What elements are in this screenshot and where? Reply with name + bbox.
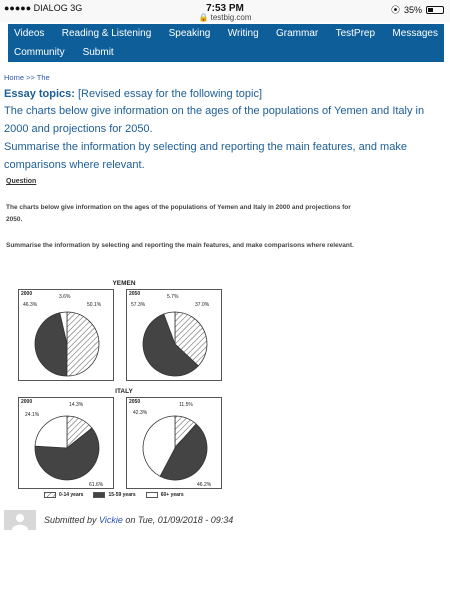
essay-paragraph-1: The charts below give information on the ages of the populations of Yemen and Italy in 2000 and projections for 2050. [4,105,425,135]
essay-prefix: [Revised essay for the following topic] [74,88,263,100]
legend-label-adult: 15-59 years [108,492,136,498]
pie-svg [127,290,223,382]
pie-svg [19,398,115,490]
nav-submit[interactable]: Submit [82,47,114,58]
legend-label-old: 60+ years [160,492,184,498]
nav-messages[interactable]: Messages [392,28,438,39]
nav-speaking[interactable]: Speaking [168,28,211,39]
pie-slice-0-14 [67,312,99,376]
status-bar [0,0,450,22]
battery-icon [426,6,444,14]
nav-community[interactable]: Community [14,47,65,58]
pie-slice-60-plus [35,416,67,448]
pct-old: 5.7% [167,294,179,300]
pct-old: 24.1% [25,412,40,418]
chart-year: 2050 [129,399,141,405]
pct-adult: 46.3% [23,302,38,308]
nav-row-2 [8,43,444,62]
submitted-suffix: on Tue, 01/09/2018 - 09:34 [122,515,234,525]
essay-heading [4,86,444,102]
nav-grammar[interactable]: Grammar [276,28,319,39]
chart-yemen-2050 [126,289,222,381]
question-text-1: The charts below give information on the ages of the populations of Yemen and Italy in 2000 and projections for 2050. [6,204,351,223]
chart-italy-2000 [18,397,114,489]
question-image [4,176,364,502]
pie-svg [19,290,115,382]
nav-reading-listening[interactable]: Reading & Listening [61,28,152,39]
chart-legend [44,492,184,498]
submitted-prefix: Submitted by [44,515,100,525]
nav-testprep[interactable]: TestPrep [335,28,376,39]
submission-row [4,510,233,530]
legend-swatch-hatch [44,492,56,498]
pct-young: 14.3% [69,402,84,408]
chart-italy-2050 [126,397,222,489]
pct-young: 11.5% [179,402,193,408]
chart-yemen-2000 [18,289,114,381]
legend-swatch-white [146,492,158,498]
chart-year: 2000 [21,399,33,405]
carrier-label: ●●●●● DIALOG 3G [4,3,83,13]
breadcrumb[interactable]: Home >> The [4,73,50,82]
essay-body [4,102,444,174]
submitter-link[interactable]: Vickie [99,515,123,525]
pct-old: 42.3% [133,410,148,416]
clock: 7:53 PM [206,3,244,14]
pct-young: 50.1% [87,302,102,308]
pct-adult: 61.6% [89,482,104,488]
essay-paragraph-2: Summarise the information by selecting and reporting the main features, and make comparisons where relevant. [4,141,407,171]
chart-year: 2000 [21,291,33,297]
submission-meta [44,515,233,525]
essay-topics-label: Essay topics: [4,88,75,100]
question-title: Question [6,178,37,185]
chart-year: 2050 [129,291,141,297]
nav-row-1 [8,24,444,43]
legend-item-young [44,492,83,498]
pct-young: 37.0% [195,302,210,308]
user-avatar-icon [10,512,30,530]
pct-old: 3.6% [59,294,71,300]
italy-title: ITALY [115,388,133,395]
yemen-title: YEMEN [112,280,136,287]
legend-swatch-dark [93,492,105,498]
location-icon: ⦿ [390,5,400,15]
nav-videos[interactable]: Videos [14,28,45,39]
legend-item-adult [93,492,135,498]
status-right [391,3,444,16]
pct-adult: 46.2% [197,482,212,488]
legend-label-young: 0-14 years [59,492,84,498]
nav-writing[interactable]: Writing [227,28,259,39]
avatar[interactable] [4,510,36,530]
question-text-2: Summarise the information by selecting and reporting the main features, and make comparisons where relevant. [6,242,354,249]
main-nav [8,24,444,62]
legend-item-old [146,492,184,498]
url-bar[interactable]: 🔒 testbig.com [198,13,252,22]
pct-adult: 57.3% [131,302,146,308]
battery-percent: 35% [403,4,422,15]
battery-fill [428,8,433,12]
pie-svg [127,398,223,490]
